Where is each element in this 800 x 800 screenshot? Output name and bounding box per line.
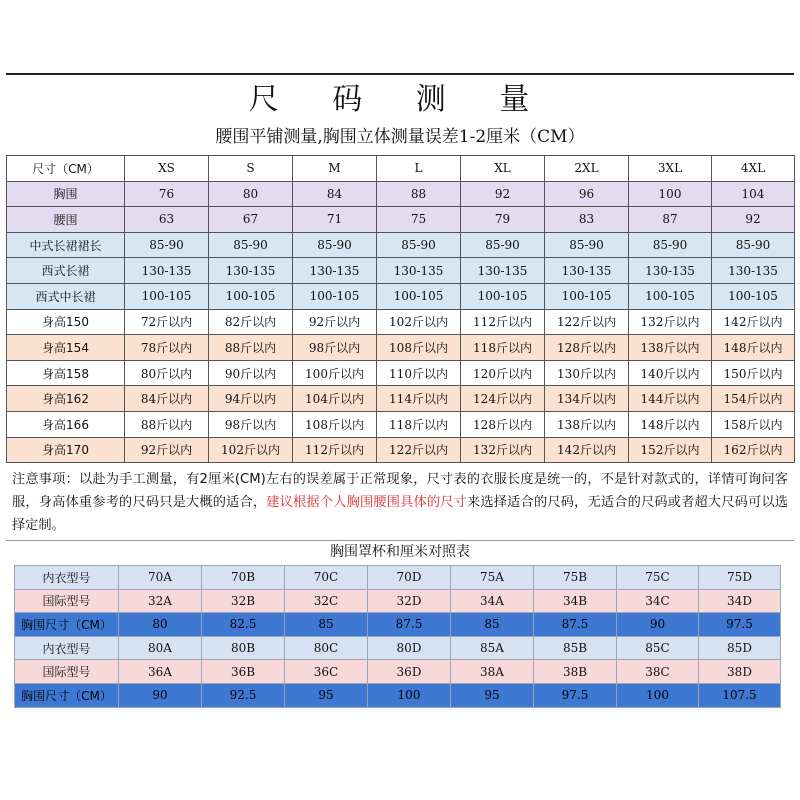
table-cell: 92 — [712, 207, 795, 233]
size-table-row — [7, 232, 795, 258]
cup-table-row — [15, 636, 781, 660]
table-cell: 75D — [699, 566, 781, 590]
table-cell: 38A — [451, 660, 534, 684]
table-cell: 100-105 — [545, 283, 629, 309]
table-cell: 97.5 — [699, 613, 781, 637]
table-cell: 142斤以内 — [712, 309, 795, 335]
table-cell: 85C — [617, 636, 699, 660]
table-cell: 100 — [368, 683, 451, 707]
table-cell: S — [209, 156, 293, 182]
size-header-row — [7, 156, 795, 182]
row-label-cell: 身高162 — [7, 386, 125, 412]
table-cell: 79 — [461, 207, 545, 233]
table-cell: 85-90 — [545, 232, 629, 258]
table-cell: 100 — [629, 181, 712, 207]
table-cell: 2XL — [545, 156, 629, 182]
size-table-row — [7, 335, 795, 361]
table-cell: 85-90 — [712, 232, 795, 258]
table-cell: 72斤以内 — [125, 309, 209, 335]
table-cell: 38C — [617, 660, 699, 684]
table-cell: 122斤以内 — [545, 309, 629, 335]
table-cell: 83 — [545, 207, 629, 233]
row-label-cell: 国际型号 — [15, 660, 119, 684]
table-cell: 32B — [202, 589, 285, 613]
table-cell: 100斤以内 — [293, 360, 377, 386]
size-table-row — [7, 360, 795, 386]
table-cell: 162斤以内 — [712, 437, 795, 463]
table-cell: 130-135 — [377, 258, 461, 284]
table-cell: 130-135 — [209, 258, 293, 284]
table-cell: 114斤以内 — [377, 386, 461, 412]
table-cell: 36A — [119, 660, 202, 684]
size-table-row — [7, 283, 795, 309]
size-table-row — [7, 437, 795, 463]
table-cell: 94斤以内 — [209, 386, 293, 412]
table-cell: 85-90 — [377, 232, 461, 258]
table-cell: 80 — [119, 613, 202, 637]
table-cell: 112斤以内 — [293, 437, 377, 463]
table-cell: 110斤以内 — [377, 360, 461, 386]
row-label-cell: 内衣型号 — [15, 566, 119, 590]
row-label-cell: 胸围 — [7, 181, 125, 207]
table-cell: 78斤以内 — [125, 335, 209, 361]
table-cell: 95 — [285, 683, 368, 707]
table-cell: 154斤以内 — [712, 386, 795, 412]
notice-part-2: 来选择适合的尺码，无适合的尺码或者超大尺码可以选择定制。 — [12, 495, 789, 533]
table-cell: 118斤以内 — [377, 411, 461, 437]
table-cell: 90 — [617, 613, 699, 637]
table-cell: 71 — [293, 207, 377, 233]
table-cell: 130-135 — [461, 258, 545, 284]
table-cell: 36B — [202, 660, 285, 684]
table-cell: L — [377, 156, 461, 182]
table-cell: 85-90 — [629, 232, 712, 258]
table-cell: XS — [125, 156, 209, 182]
cup-table-row — [15, 683, 781, 707]
table-cell: 128斤以内 — [545, 335, 629, 361]
table-cell: 34A — [451, 589, 534, 613]
table-cell: 80B — [202, 636, 285, 660]
table-cell: 120斤以内 — [461, 360, 545, 386]
table-cell: 85A — [451, 636, 534, 660]
table-cell: 100-105 — [712, 283, 795, 309]
table-cell: 84斤以内 — [125, 386, 209, 412]
table-cell: 34D — [699, 589, 781, 613]
table-cell: 118斤以内 — [461, 335, 545, 361]
table-cell: 85 — [285, 613, 368, 637]
table-cell: 80C — [285, 636, 368, 660]
table-cell: 75B — [534, 566, 617, 590]
table-cell: 138斤以内 — [545, 411, 629, 437]
table-cell: 76 — [125, 181, 209, 207]
table-cell: 122斤以内 — [377, 437, 461, 463]
cup-table-row — [15, 660, 781, 684]
table-cell: 87.5 — [368, 613, 451, 637]
table-cell: 130-135 — [545, 258, 629, 284]
cup-size-table — [14, 565, 781, 708]
table-cell: 87 — [629, 207, 712, 233]
size-table — [6, 155, 795, 463]
table-cell: 85B — [534, 636, 617, 660]
row-label-cell: 胸围尺寸（CM） — [15, 613, 119, 637]
table-cell: 112斤以内 — [461, 309, 545, 335]
table-cell: 80D — [368, 636, 451, 660]
table-cell: 140斤以内 — [629, 360, 712, 386]
row-label-cell: 胸围尺寸（CM） — [15, 683, 119, 707]
table-cell: 132斤以内 — [461, 437, 545, 463]
table-cell: 70B — [202, 566, 285, 590]
table-cell: 97.5 — [534, 683, 617, 707]
row-label-cell: 身高154 — [7, 335, 125, 361]
table-cell: 128斤以内 — [461, 411, 545, 437]
notice-part-1: 注意事项：以赴为手工测量，有2厘米(CM)左右的误差属于正常现象，尺寸表的衣服长度是统一的，不是针对款式的，详情可询问客服，身高体重参考的尺码只是大概的适合， — [12, 472, 788, 510]
size-table-row — [7, 258, 795, 284]
table-cell: 130-135 — [712, 258, 795, 284]
table-cell: 100 — [617, 683, 699, 707]
table-cell: 80A — [119, 636, 202, 660]
table-cell: 70C — [285, 566, 368, 590]
table-cell: 92 — [461, 181, 545, 207]
table-cell: 130斤以内 — [545, 360, 629, 386]
notice-text — [12, 468, 788, 538]
table-cell: 138斤以内 — [629, 335, 712, 361]
size-table-row — [7, 181, 795, 207]
table-cell: 95 — [451, 683, 534, 707]
table-cell: 100-105 — [293, 283, 377, 309]
table-cell: 108斤以内 — [293, 411, 377, 437]
table-cell: 92.5 — [202, 683, 285, 707]
table-cell: 100-105 — [125, 283, 209, 309]
table-cell: 142斤以内 — [545, 437, 629, 463]
table-cell: 100-105 — [629, 283, 712, 309]
table-cell: 90 — [119, 683, 202, 707]
table-cell: 63 — [125, 207, 209, 233]
size-table-row — [7, 411, 795, 437]
table-cell: 88斤以内 — [209, 335, 293, 361]
table-cell: 102斤以内 — [377, 309, 461, 335]
table-cell: 87.5 — [534, 613, 617, 637]
cup-table-row — [15, 613, 781, 637]
table-cell: 75C — [617, 566, 699, 590]
table-cell: 32A — [119, 589, 202, 613]
table-cell: 34B — [534, 589, 617, 613]
cup-table-title: 胸围罩杯和厘米对照表 — [6, 540, 794, 563]
table-cell: 108斤以内 — [377, 335, 461, 361]
row-label-cell: 西式中长裙 — [7, 283, 125, 309]
table-cell: 98斤以内 — [209, 411, 293, 437]
table-cell: 104 — [712, 181, 795, 207]
table-cell: 124斤以内 — [461, 386, 545, 412]
table-cell: 104斤以内 — [293, 386, 377, 412]
table-cell: 85-90 — [293, 232, 377, 258]
table-cell: 100-105 — [461, 283, 545, 309]
table-cell: 80 — [209, 181, 293, 207]
size-table-row — [7, 207, 795, 233]
table-cell: 82斤以内 — [209, 309, 293, 335]
table-cell: 90斤以内 — [209, 360, 293, 386]
table-cell: 85-90 — [461, 232, 545, 258]
table-cell: 107.5 — [699, 683, 781, 707]
notice-highlight: 建议根据个人胸围腰围具体的尺寸 — [266, 495, 468, 510]
table-cell: 96 — [545, 181, 629, 207]
table-cell: 100-105 — [377, 283, 461, 309]
table-cell: 75 — [377, 207, 461, 233]
table-cell: 85 — [451, 613, 534, 637]
table-cell: 82.5 — [202, 613, 285, 637]
table-cell: 98斤以内 — [293, 335, 377, 361]
table-cell: 36D — [368, 660, 451, 684]
cup-table-row — [15, 589, 781, 613]
table-cell: M — [293, 156, 377, 182]
table-cell: 85-90 — [209, 232, 293, 258]
table-cell: 144斤以内 — [629, 386, 712, 412]
table-cell: 148斤以内 — [629, 411, 712, 437]
table-cell: 85D — [699, 636, 781, 660]
size-table-row — [7, 309, 795, 335]
table-cell: 132斤以内 — [629, 309, 712, 335]
row-label-cell: 中式长裙裙长 — [7, 232, 125, 258]
row-label-cell: 尺寸（CM） — [7, 156, 125, 182]
table-cell: 92斤以内 — [293, 309, 377, 335]
row-label-cell: 身高158 — [7, 360, 125, 386]
measurement-subtitle: 腰围平铺测量,胸围立体测量误差1-2厘米（CM） — [215, 127, 585, 147]
row-label-cell: 腰围 — [7, 207, 125, 233]
table-cell: 70D — [368, 566, 451, 590]
table-cell: 158斤以内 — [712, 411, 795, 437]
row-label-cell: 国际型号 — [15, 589, 119, 613]
table-cell: 34C — [617, 589, 699, 613]
table-cell: 134斤以内 — [545, 386, 629, 412]
row-label-cell: 内衣型号 — [15, 636, 119, 660]
table-cell: 92斤以内 — [125, 437, 209, 463]
table-cell: 3XL — [629, 156, 712, 182]
table-cell: 88斤以内 — [125, 411, 209, 437]
row-label-cell: 西式长裙 — [7, 258, 125, 284]
page-title: 尺 码 测 量 — [248, 82, 552, 117]
table-cell: 85-90 — [125, 232, 209, 258]
table-cell: 102斤以内 — [209, 437, 293, 463]
table-cell: 38B — [534, 660, 617, 684]
table-cell: 150斤以内 — [712, 360, 795, 386]
table-cell: 67 — [209, 207, 293, 233]
table-cell: 75A — [451, 566, 534, 590]
size-table-row — [7, 386, 795, 412]
table-cell: 148斤以内 — [712, 335, 795, 361]
table-cell: 130-135 — [293, 258, 377, 284]
table-cell: 80斤以内 — [125, 360, 209, 386]
row-label-cell: 身高166 — [7, 411, 125, 437]
table-cell: 100-105 — [209, 283, 293, 309]
table-cell: 70A — [119, 566, 202, 590]
table-cell: 32C — [285, 589, 368, 613]
row-label-cell: 身高150 — [7, 309, 125, 335]
table-cell: 38D — [699, 660, 781, 684]
table-cell: 130-135 — [629, 258, 712, 284]
row-label-cell: 身高170 — [7, 437, 125, 463]
table-cell: 152斤以内 — [629, 437, 712, 463]
table-cell: 84 — [293, 181, 377, 207]
table-cell: 4XL — [712, 156, 795, 182]
table-cell: 36C — [285, 660, 368, 684]
table-cell: 32D — [368, 589, 451, 613]
table-cell: XL — [461, 156, 545, 182]
cup-table-row — [15, 566, 781, 590]
table-cell: 130-135 — [125, 258, 209, 284]
table-cell: 88 — [377, 181, 461, 207]
